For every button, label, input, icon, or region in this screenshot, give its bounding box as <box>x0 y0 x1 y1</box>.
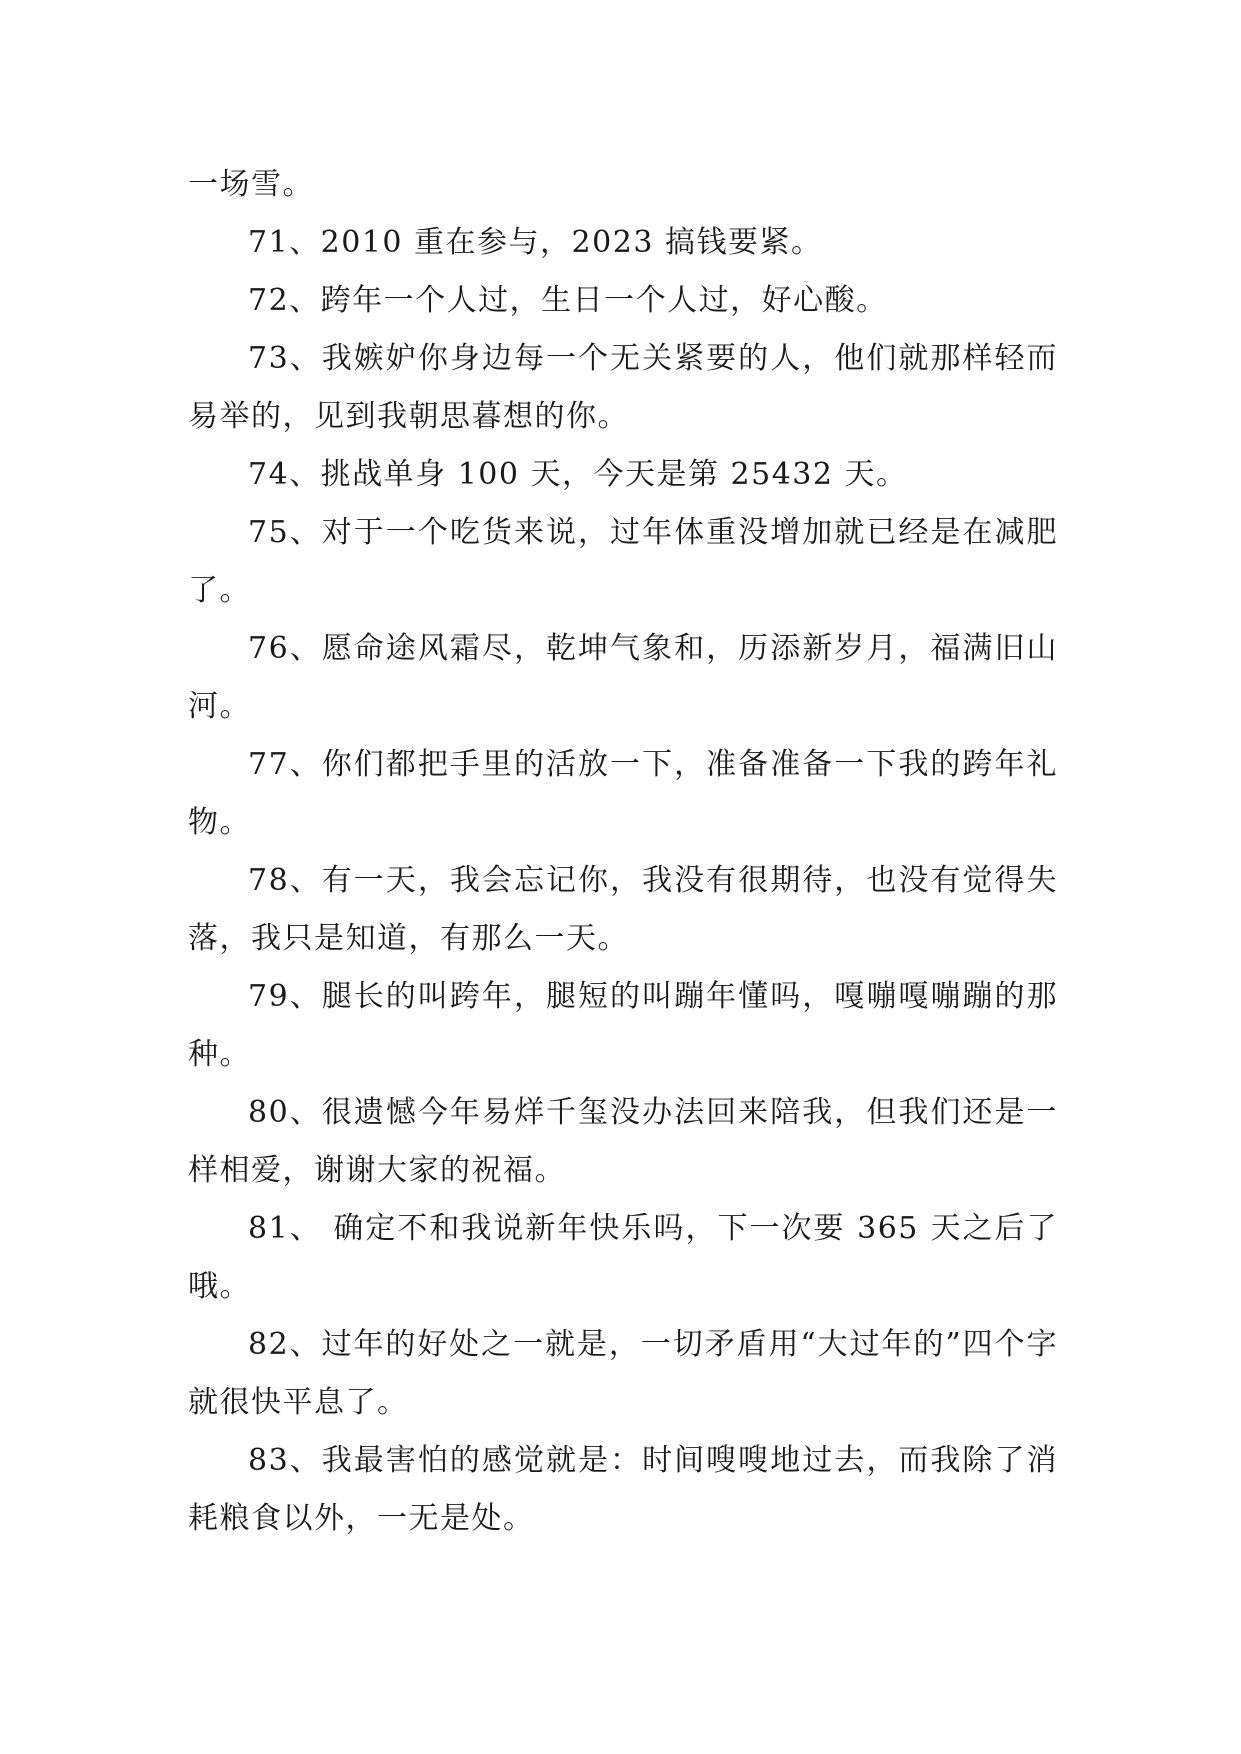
paragraph-82: 82、过年的好处之一就是，一切矛盾用“大过年的”四个字就很快平息了。 <box>188 1327 1058 1420</box>
paragraph-83: 83、我最害怕的感觉就是：时间嗖嗖地过去，而我除了消耗粮食以外，一无是处。 <box>188 1443 1058 1536</box>
paragraph-79: 79、腿长的叫跨年，腿短的叫蹦年懂吗，嘎嘣嘎嘣蹦的那种。 <box>188 979 1058 1072</box>
paragraph-73: 73、我嫉妒你身边每一个无关紧要的人，他们就那样轻而易举的，见到我朝思暮想的你。 <box>188 341 1058 434</box>
paragraph-72: 72、跨年一个人过，生日一个人过，好心酸。 <box>248 283 888 318</box>
paragraph-77: 77、你们都把手里的活放一下，准备准备一下我的跨年礼物。 <box>188 747 1058 840</box>
paragraph-74: 74、挑战单身 100 天，今天是第 25432 天。 <box>248 457 908 492</box>
paragraph-80: 80、很遗憾今年易烊千玺没办法回来陪我，但我们还是一样相爱，谢谢大家的祝福。 <box>188 1095 1058 1188</box>
continuation-paragraph: 一场雪。 <box>188 167 314 202</box>
paragraph-71: 71、2010 重在参与，2023 搞钱要紧。 <box>248 225 823 260</box>
paragraph-78: 78、有一天，我会忘记你，我没有很期待，也没有觉得失落，我只是知道，有那么一天。 <box>188 863 1058 956</box>
paragraph-75: 75、对于一个吃货来说，过年体重没增加就已经是在减肥了。 <box>188 515 1058 608</box>
paragraph-76: 76、愿命途风霜尽，乾坤气象和，历添新岁月，福满旧山河。 <box>188 631 1058 724</box>
paragraph-81: 81、 确定不和我说新年快乐吗，下一次要 365 天之后了哦。 <box>188 1211 1058 1304</box>
document-body <box>188 156 1058 1548</box>
